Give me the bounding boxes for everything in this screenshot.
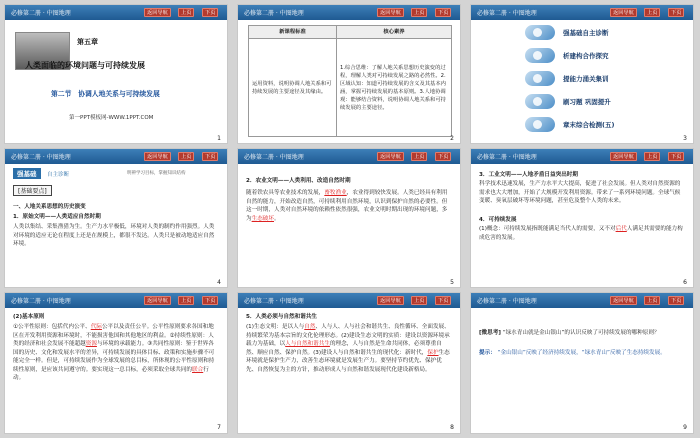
next-page-button[interactable]: 下页 [668, 296, 684, 305]
slide-thumbnail-7[interactable] [4, 292, 228, 434]
question-text: “绿水青山就是金山银山”的认识反映了可持续发展的哪种原则？ [502, 330, 660, 336]
slide-header-bar [471, 5, 693, 20]
slide-thumbnail-2[interactable] [237, 4, 461, 144]
prev-page-button[interactable]: 上页 [411, 296, 427, 305]
slide-header-bar [471, 293, 693, 308]
slide-header-bar [471, 149, 693, 164]
course-label: 必修第二册 · 中图地理 [244, 154, 304, 161]
fill-answer: 人与自然和谐共生 [285, 341, 330, 347]
nav-back-button[interactable]: 返回导航 [377, 8, 404, 17]
harmony-paragraph: (1)生态文明：是以人与自然、人与人、人与社会和谐共生、良性循环、全面发展、持续繁荣为基本宗旨的文化伦理形态。(2)建设生态文明的实质：建设以资源环境承载力为基础，以人与自然和谐共生的理念，人与自然是生命共同体，必须尊重自然、顺应自然、保护自然。(3)建设人与自然和谐共生的现代化：新时代，保护生态环境就是保护生产力，改善生态环境就是发展生产力。要坚持节约优先、保护优先、自然恢复为主的方针，推动形成人与自然和谐发展现代化建设新格局。 [246, 324, 450, 373]
prev-page-button[interactable]: 上页 [178, 296, 194, 305]
slide-thumbnail-5[interactable] [237, 148, 461, 288]
slide-header-bar [238, 293, 460, 308]
slide-header-bar [238, 5, 460, 20]
body-paragraph: 随着铁农具等农业技术的发展，畜牧渔业，农业得到较快发展。人类已经具有利用自然的能力，开始改造自然，可持续利用自然环境，认识到保护自然的必要性。但这一时期，人类对自然环境的依赖性依然很强，农业文明时期出现的环境问题，多为生态破坏。 [246, 190, 448, 222]
prev-page-button[interactable]: 上页 [644, 296, 660, 305]
menu-bullet-icon [525, 117, 555, 132]
literacy-cell: 1.综合思维：了解人地关系思想历史演变的过程，理解人类对可持续发展之路的必然性。2.区域认知：知道可持续发展的含义及其基本内涵，掌握可持续发展的基本原则。3.人地协调观：能够结合资料，说明协调人地关系和可持续发展的主要途径。 [337, 39, 452, 137]
menu-item-chapter-test[interactable]: 章末综合检测(五) [525, 116, 675, 133]
page-number: 4 [217, 279, 221, 286]
page-number: 2 [450, 135, 454, 142]
prev-page-button[interactable]: 上页 [644, 152, 660, 161]
nav-back-button[interactable]: 返回导航 [144, 8, 171, 17]
nav-back-button[interactable]: 返回导航 [610, 152, 637, 161]
course-label: 必修第二册 · 中图地理 [11, 10, 71, 17]
menu-item-basics[interactable]: 强基础自主诊断 [525, 24, 675, 41]
heading-line: 2．农业文明——人类利用、改造自然时期 [246, 178, 351, 184]
fill-answer: 资源 [85, 341, 97, 347]
next-page-button[interactable]: 下页 [435, 152, 451, 161]
menu-bullet-icon [525, 25, 555, 40]
course-label: 必修第二册 · 中图地理 [477, 298, 537, 305]
next-page-button[interactable]: 下页 [202, 296, 218, 305]
section-tag-tail: 明辨学习目标，掌握知识结构 [127, 171, 186, 176]
next-page-button[interactable]: 下页 [668, 8, 684, 17]
nav-back-button[interactable]: 返回导航 [610, 296, 637, 305]
heading-line: (2)基本原则 [13, 314, 45, 320]
hint-text: “金山银山”反映了经济持续发展，“绿水青山”反映了生态持续发展。 [497, 350, 666, 356]
next-page-button[interactable]: 下页 [435, 8, 451, 17]
prev-page-button[interactable]: 上页 [411, 152, 427, 161]
body-paragraph: 人类以集结、采集渔猎为生。生产力水平极低，环境对人类的制约作用强烈。人类对环境的适应无论在程度上还是在规模上，都很不发达。人类只是被动地适应自然环境。 [13, 224, 215, 247]
heading-line: 3．工业文明——人地矛盾日益突出时期 [479, 172, 578, 178]
slide-thumbnail-9[interactable] [470, 292, 694, 434]
definition-paragraph: (1)概念：可持续发展指既能满足当代人的需要，又不对后代人满足其需要的能力构成危害的发展。 [479, 226, 683, 241]
chapter-label: 第五章 [77, 38, 98, 46]
fill-answer: 生态破坏 [251, 215, 274, 222]
next-page-button[interactable]: 下页 [202, 8, 218, 17]
nav-back-button[interactable]: 返回导航 [377, 152, 404, 161]
question-block [479, 329, 685, 338]
menu-item-inquiry[interactable]: 析建构合作探究 [525, 47, 675, 64]
course-label: 必修第二册 · 中图地理 [11, 154, 71, 161]
fill-answer: 联合 [192, 366, 204, 373]
next-page-button[interactable]: 下页 [202, 152, 218, 161]
section-tag: 强基础 [13, 168, 41, 179]
page-number: 1 [217, 135, 221, 142]
slide-thumbnail-3[interactable] [470, 4, 694, 144]
basics-heading: [基础要点] [13, 185, 52, 196]
fill-answer: 后代 [615, 226, 627, 232]
subheading-line: 1．原始文明——人类适应自然时期 [13, 214, 101, 220]
next-page-button[interactable]: 下页 [435, 296, 451, 305]
question-label: [微思考] [479, 330, 501, 336]
section-title: 第二节 协调人地关系与可持续发展 [51, 90, 160, 98]
nav-back-button[interactable]: 返回导航 [610, 8, 637, 17]
fill-answer: 畜牧渔业 [324, 190, 347, 196]
nav-back-button[interactable]: 返回导航 [144, 296, 171, 305]
course-label: 必修第二册 · 中图地理 [244, 10, 304, 17]
next-page-button[interactable]: 下页 [668, 152, 684, 161]
slide-header-bar [5, 5, 227, 20]
chapter-title: 人类面临的环境问题与可持续发展 [25, 61, 145, 70]
answer-block [479, 349, 685, 358]
template-footer: 第一PPT模板网-WWW.1PPT.COM [69, 115, 154, 121]
fill-answer: 自然 [304, 324, 316, 330]
heading-line: 5．人类必须与自然和谐共生 [246, 314, 318, 320]
menu-bullet-icon [525, 48, 555, 63]
slide-thumbnail-8[interactable] [237, 292, 461, 434]
prev-page-button[interactable]: 上页 [178, 152, 194, 161]
page-number: 9 [683, 424, 687, 431]
standards-table [248, 25, 452, 137]
slide-thumbnail-4[interactable] [4, 148, 228, 288]
hint-label: 提示： [479, 350, 496, 356]
course-label: 必修第二册 · 中图地理 [477, 10, 537, 17]
menu-bullet-icon [525, 94, 555, 109]
page-number: 6 [683, 279, 687, 286]
menu-item-training[interactable]: 提能力涌关集训 [525, 70, 675, 87]
principles-paragraph: ①公平性原则：包括代内公平、代际公平以及责任公平。公平性原则要求各国和地区在开发利用资源和环境时，不能损害他国和其他地区的利益。②持续性原则：人类的经济和社会发展不能超越资源与环境的承载能力。③共同性原则：鉴于世界各国的历史、文化和发展水平的差异，可持续发展的具体目标、政策和实施步骤不可能完全一样。但是，可持续发展作为全球发展的总目标，所体现的公平性原则和持续性原则，是应该共同遵守的。要实现这一总目标，必须采取全球共同的联合行动。 [13, 324, 215, 381]
page-number: 5 [450, 279, 454, 286]
page-number: 7 [217, 424, 221, 431]
nav-back-button[interactable]: 返回导航 [377, 296, 404, 305]
nav-back-button[interactable]: 返回导航 [144, 152, 171, 161]
course-label: 必修第二册 · 中图地理 [11, 298, 71, 305]
page-number: 3 [683, 135, 687, 142]
fill-answer: 代际 [90, 324, 102, 330]
prev-page-button[interactable]: 上页 [411, 8, 427, 17]
fill-answer: 保护 [427, 349, 439, 356]
prev-page-button[interactable]: 上页 [178, 8, 194, 17]
body-paragraph: 科学技术迅速发展，生产力水平大大提高，促进了社会发展。但人类对自然资源的需求也大大增加，开始了大规模开发利用资源。带来了一系列环境问题。全球气候变暖、臭氧层破坏等环境问题，甚至危及整个人类的未来。 [479, 181, 681, 204]
subheading-line: 4．可持续发展 [479, 217, 517, 223]
slide-thumbnail-1[interactable] [4, 4, 228, 144]
section-tag-sub: 自主诊断 [47, 172, 70, 178]
course-label: 必修第二册 · 中图地理 [477, 154, 537, 161]
slide-thumbnail-6[interactable] [470, 148, 694, 288]
course-label: 必修第二册 · 中图地理 [244, 298, 304, 305]
table-header-literacy: 核心素养 [337, 26, 452, 39]
slide-header-bar [238, 149, 460, 164]
page-number: 8 [450, 424, 454, 431]
heading-line: 一、人地关系思想的历史演变 [13, 204, 86, 210]
prev-page-button[interactable]: 上页 [644, 8, 660, 17]
table-header-standard: 新课程标准 [249, 26, 337, 39]
slide-header-bar [5, 149, 227, 164]
menu-item-exercises[interactable]: 刷习题 巩固提升 [525, 93, 675, 110]
standard-cell: 运用资料，说明协调人地关系和可持续发展的主要途径及其缘由。 [249, 39, 337, 137]
menu-bullet-icon [525, 71, 555, 86]
slide-header-bar [5, 293, 227, 308]
